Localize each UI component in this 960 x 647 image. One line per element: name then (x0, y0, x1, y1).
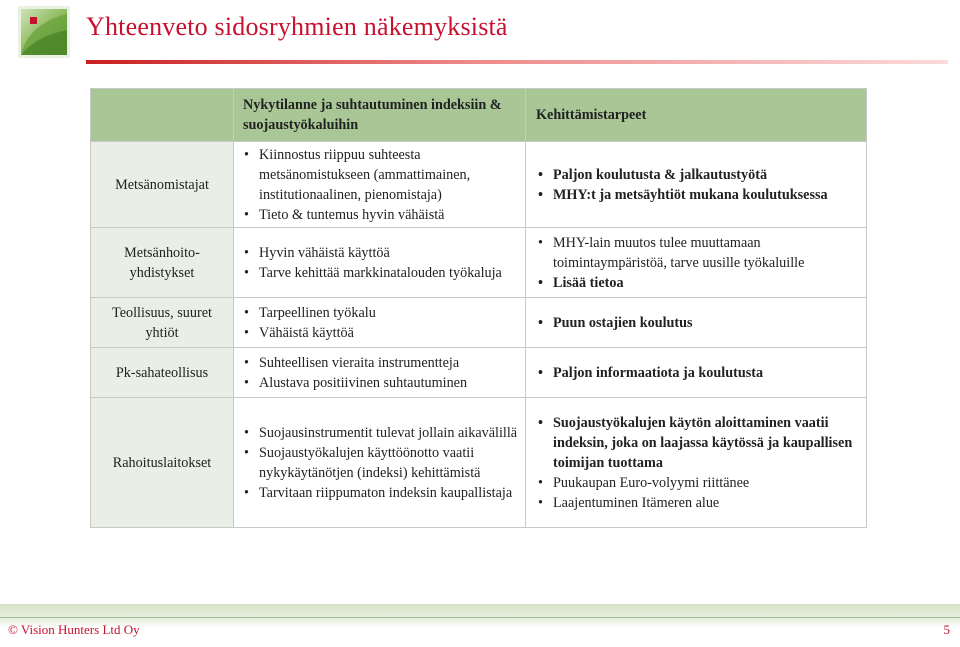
list-item: • Suojausinstrumentit tulevat jollain aikavälillä (242, 423, 519, 443)
page-number: 5 (943, 622, 950, 637)
page-title: Yhteenveto sidosryhmien näkemyksistä (86, 12, 508, 41)
current-cell (234, 298, 526, 348)
list-item: • Alustava positiivinen suhtautuminen (242, 373, 519, 393)
footer-divider (0, 617, 960, 618)
summary-table (90, 88, 867, 528)
title-divider (86, 60, 948, 64)
current-list (242, 423, 519, 503)
needs-cell (526, 142, 867, 228)
list-item: • Hyvin vähäistä käyttöä (242, 243, 519, 263)
list-item: • Tarvitaan riippumaton indeksin kaupallistaja (242, 483, 519, 503)
needs-list (536, 233, 858, 293)
list-item: • Tieto & tuntemus hyvin vähäistä (242, 205, 519, 225)
list-item: • Kiinnostus riippuu suhteesta metsänomistukseen (ammattimainen, institutionaalinen, pienomistaja) (242, 145, 519, 205)
current-cell (234, 142, 526, 228)
list-item: • Tarve kehittää markkinatalouden työkaluja (242, 263, 519, 283)
current-list (242, 353, 519, 393)
list-item: • MHY:t ja metsäyhtiöt mukana koulutuksessa (536, 185, 858, 205)
needs-list (536, 165, 858, 205)
current-list (242, 145, 519, 225)
list-item: • Paljon koulutusta & jalkautustyötä (536, 165, 858, 185)
footer-copyright: © Vision Hunters Ltd Oy (8, 622, 140, 637)
header-development-needs: Kehittämistarpeet (526, 89, 867, 142)
needs-cell (526, 348, 867, 398)
list-item: • Vähäistä käyttöä (242, 323, 519, 343)
list-item: • Puun ostajien koulutus (536, 313, 858, 333)
needs-cell (526, 398, 867, 528)
current-list (242, 303, 519, 343)
needs-list (536, 313, 858, 333)
list-item: • Laajentuminen Itämeren alue (536, 493, 858, 513)
header-current-state: Nykytilanne ja suhtautuminen indeksiin & suojaustyökaluihin (234, 89, 526, 142)
needs-cell (526, 228, 867, 298)
needs-cell (526, 298, 867, 348)
needs-list (536, 413, 858, 513)
footer-band (0, 604, 960, 647)
table-row (91, 348, 867, 398)
list-item: • Suhteellisen vieraita instrumentteja (242, 353, 519, 373)
company-logo (18, 6, 70, 58)
needs-list (536, 363, 858, 383)
list-item: • Lisää tietoa (536, 273, 858, 293)
row-label: Metsänhoito-yhdistykset (91, 228, 234, 298)
table-row (91, 298, 867, 348)
list-item: • Suojaustyökalujen käyttöönotto vaatii nykykäytänötjen (indeksi) kehittämistä (242, 443, 519, 483)
list-item: • Suojaustyökalujen käytön aloittaminen vaatii indeksin, joka on laajassa käytössä ja kaupallisen toimijan tuottama (536, 413, 858, 473)
current-cell (234, 348, 526, 398)
current-cell (234, 398, 526, 528)
header-empty-cell (91, 89, 234, 142)
row-label: Pk-sahateollisus (91, 348, 234, 398)
row-label: Teollisuus, suuret yhtiöt (91, 298, 234, 348)
list-item: • Puukaupan Euro-volyymi riittänee (536, 473, 858, 493)
list-item: • Tarpeellinen työkalu (242, 303, 519, 323)
table-row (91, 228, 867, 298)
list-item: • MHY-lain muutos tulee muuttamaan toimintaympäristöä, tarve uusille työkaluille (536, 233, 858, 273)
current-cell (234, 228, 526, 298)
row-label: Metsänomistajat (91, 142, 234, 228)
row-label: Rahoituslaitokset (91, 398, 234, 528)
list-item: • Paljon informaatiota ja koulutusta (536, 363, 858, 383)
table-row (91, 398, 867, 528)
current-list (242, 243, 519, 283)
table-row (91, 142, 867, 228)
table-header-row (91, 89, 867, 142)
